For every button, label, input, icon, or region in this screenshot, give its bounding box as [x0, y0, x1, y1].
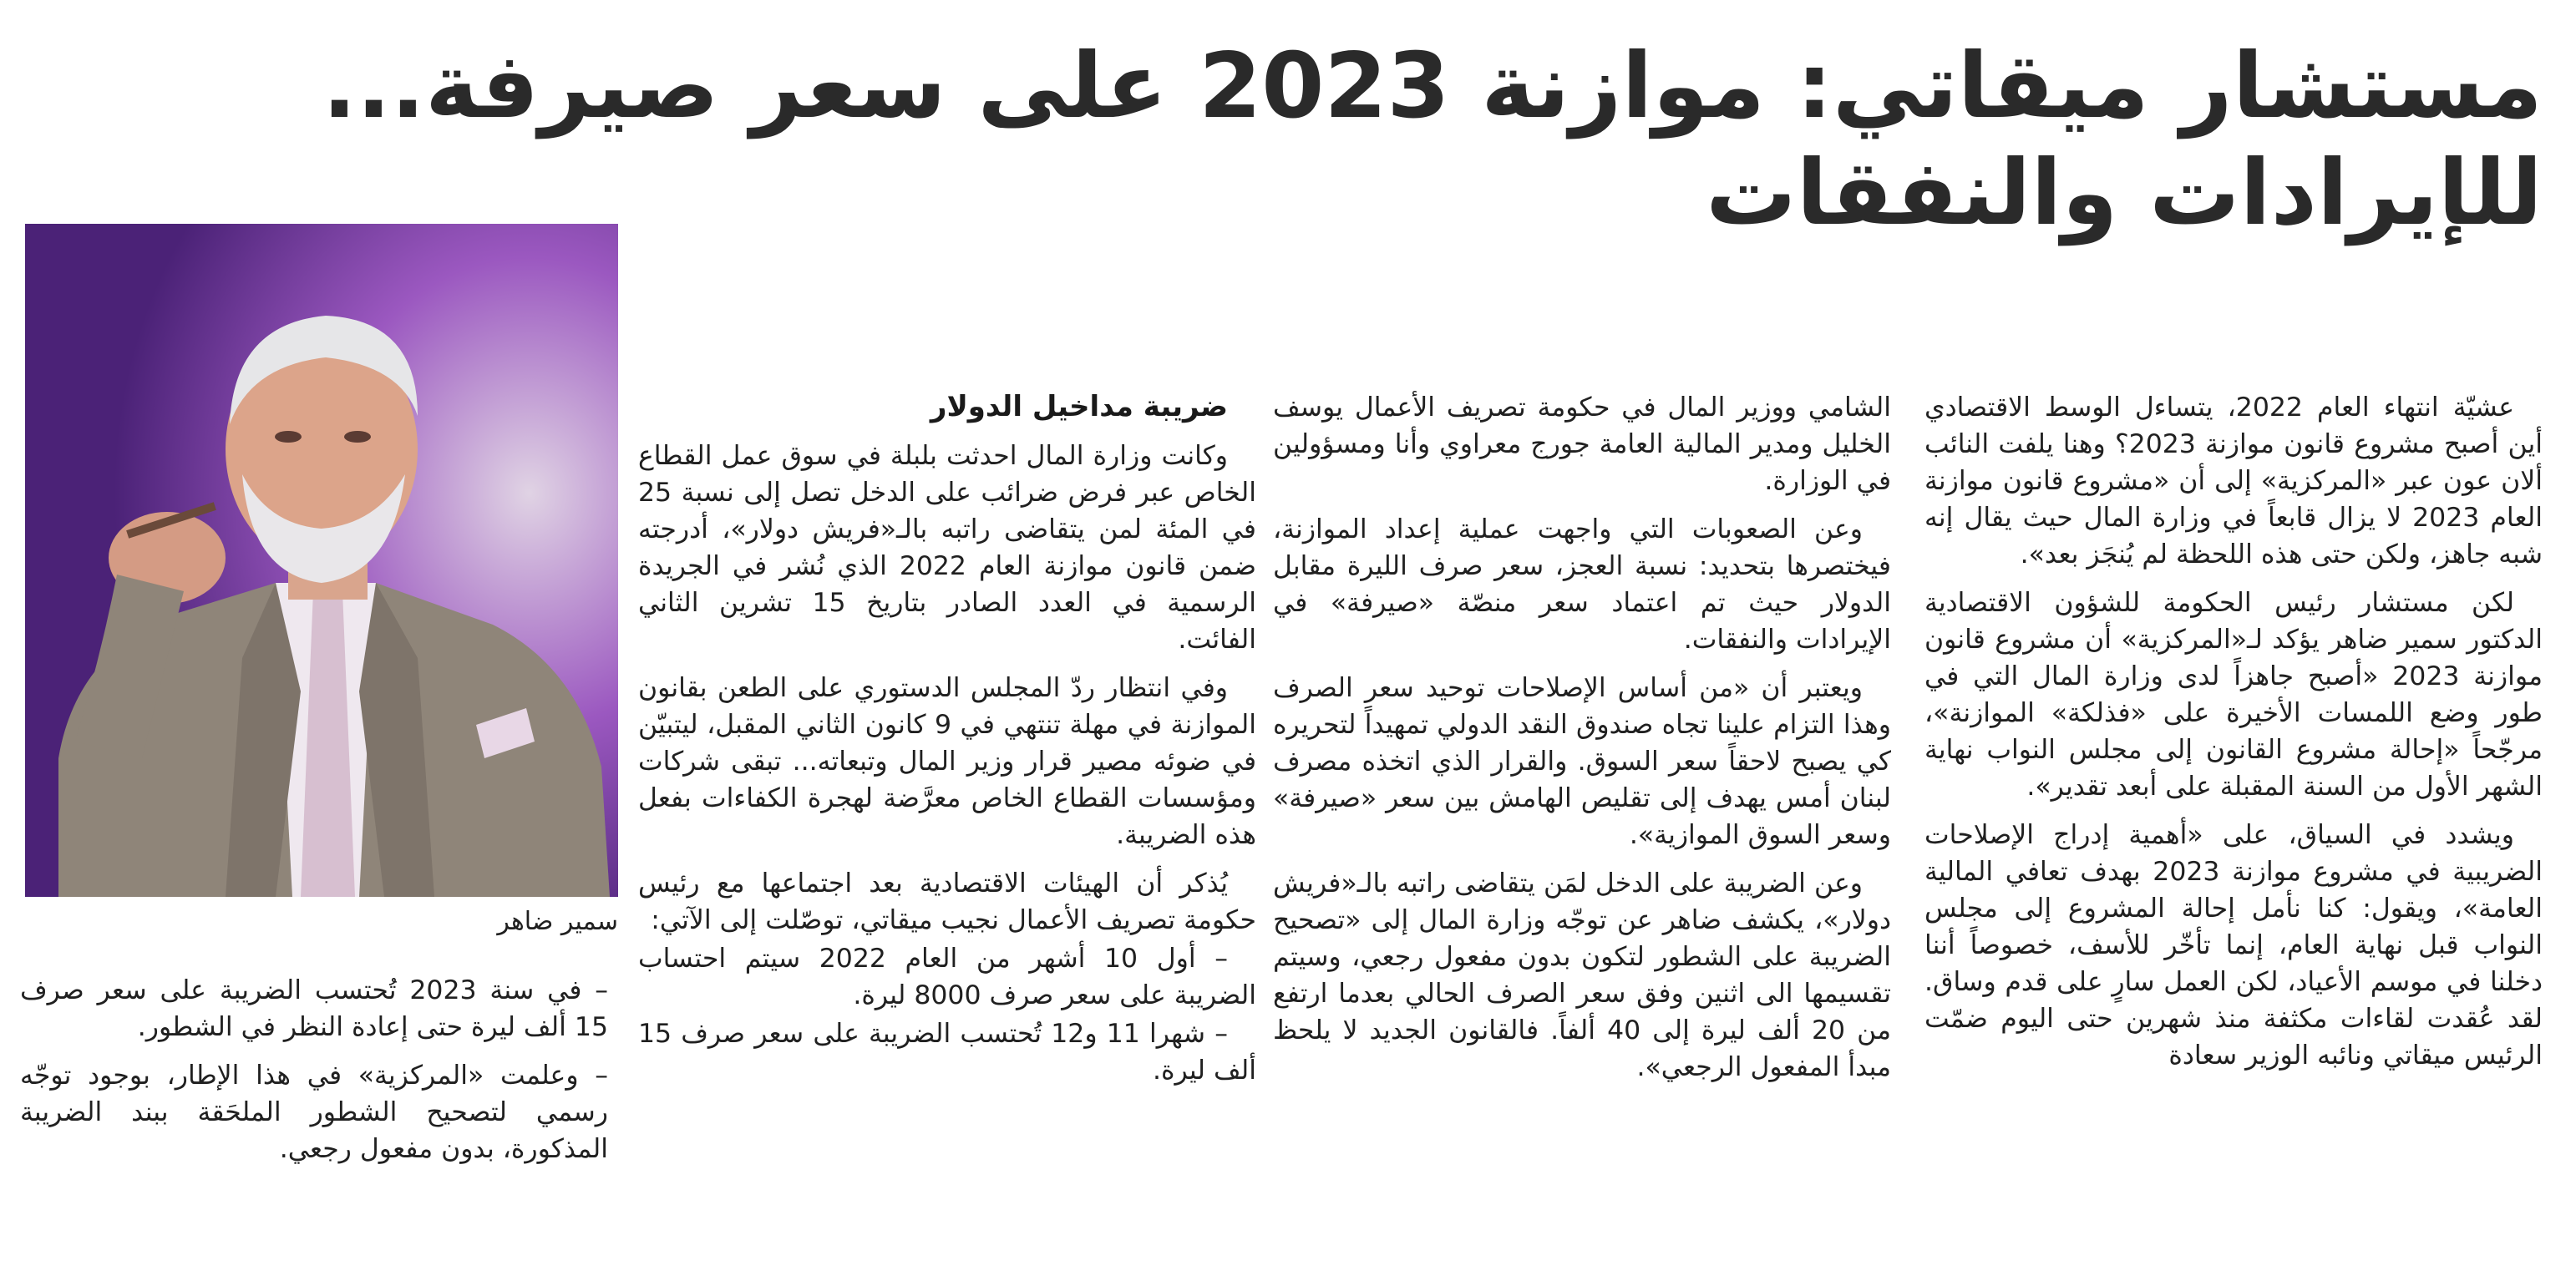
list-item: – في سنة 2023 تُحتسب الضريبة على سعر صرف 15 ألف ليرة حتى إعادة النظر في الشطور.: [20, 975, 609, 1042]
paragraph: يُذكر أن الهيئات الاقتصادية بعد اجتماعها مع رئيس حكومة تصريف الأعمال نجيب ميقاتي، توصّلت إلى الآتي:: [638, 868, 1256, 935]
paragraph: لكن مستشار رئيس الحكومة للشؤون الاقتصادية الدكتور سمير ضاهر يؤكد لـ«المركزية» أن مشروع قانون موازنة 2023 «أصبح جاهزاً لدى وزارة المال التي في طور وضع اللمسات الأخيرة على «فذلكة» الموازنة»، مرجّحاً «إحالة مشروع القانون إلى مجلس النواب نهاية الشهر الأول من السنة المقبلة على أبعد تقدير».: [1924, 588, 2543, 802]
portrait-illustration: [25, 224, 618, 897]
article-column-4: [20, 972, 608, 1179]
article-column-3: [638, 387, 1256, 1091]
paragraph: وعن الضريبة على الدخل لمَن يتقاضى راتبه بالـ«فريش دولار»، يكشف ضاهر عن توجّه وزارة المال إلى «تصحيح الضريبة على الشطور لتكون بدون مفعول رجعي، وسيتم تقسيمها الى اثنين وفق سعر الصرف الحالي بعدما ارتفع من 20 ألف ليرة إلى 40 ألفاً. فالقانون الجديد لا يلحظ مبدأ المفعول الرجعي».: [1273, 868, 1891, 1082]
article-headline: [217, 33, 2543, 247]
portrait-photo: [25, 224, 618, 897]
photo-caption: سمير ضاهر: [497, 907, 618, 936]
article-column-1: [1924, 389, 2543, 1086]
section-subheading: ضريبة مداخيل الدولار: [930, 390, 1228, 423]
paragraph: وفي انتظار ردّ المجلس الدستوري على الطعن بقانون الموازنة في مهلة تنتهي في 9 كانون الثاني المقبل، ليتبيّن في ضوئه مصير قرار وزير المال وتبعاته... تبقى شركات ومؤسسات القطاع الخاص معرَّضة لهجرة الكفاءات بفعل هذه الضريبة.: [638, 673, 1257, 850]
paragraph: الشامي ووزير المال في حكومة تصريف الأعمال يوسف الخليل ومدير المالية العامة جورج معراوي وأنا ومسؤولين في الوزارة.: [1273, 392, 1891, 496]
list-item: – شهرا 11 و12 تُحتسب الضريبة على سعر صرف 15 ألف ليرة.: [638, 1019, 1256, 1086]
article-column-2: [1273, 389, 1891, 1097]
paragraph: ويشدد في السياق، على «أهمية إدراج الإصلاحات الضريبية في مشروع موازنة 2023 بهدف تعافي المالية العامة»، ويقول: كنا نأمل إحالة المشروع إلى مجلس النواب قبل نهاية العام، إنما تأخّر للأسف، خصوصاً أننا دخلنا في موسم الأعياد، لكن العمل سارٍ على قدم وساق. لقد عُقدت لقاءات مكثفة منذ شهرين حتى اليوم ضمّت الرئيس ميقاتي ونائبه الوزير سعادة: [1924, 820, 2543, 1071]
paragraph: عشيّة انتهاء العام 2022، يتساءل الوسط الاقتصادي أين أصبح مشروع قانون موازنة 2023؟ وهنا يلفت النائب ألان عون عبر «المركزية» إلى أن «مشروع قانون موازنة العام 2023 لا يزال قابعاً في وزارة المال حيث يقال إنه شبه جاهز، ولكن حتى هذه اللحظة لم يُنجَز بعد».: [1924, 392, 2543, 570]
paragraph: وكانت وزارة المال احدثت بلبلة في سوق عمل القطاع الخاص عبر فرض ضرائب على الدخل تصل إلى نسبة 25 في المئة لمن يتقاضى راتبه بالـ«فريش دولار»، أدرجته ضمن قانون موازنة العام 2022 الذي نُشر في الجريدة الرسمية في العدد الصادر بتاريخ 15 تشرين الثاني الفائت.: [638, 441, 1256, 655]
paragraph: وعن الصعوبات التي واجهت عملية إعداد الموازنة، فيختصرها بتحديد: نسبة العجز، سعر صرف الليرة مقابل الدولار حيث تم اعتماد سعر منصّة «صيرفة» في الإيرادات والنفقات.: [1273, 514, 1891, 655]
paragraph: ويعتبر أن «من أساس الإصلاحات توحيد سعر الصرف وهذا التزام علينا تجاه صندوق النقد الدولي تمهيداً لتحريره كي يصبح لاحقاً سعر السوق. والقرار الذي اتخذه مصرف لبنان أمس يهدف إلى تقليص الهامش بين سعر «صيرفة» وسعر السوق الموازية».: [1273, 673, 1891, 850]
list-item: – وعلمت «المركزية» في هذا الإطار، بوجود توجّه رسمي لتصحيح الشطور الملحَقة ببند الضريبة المذكورة، بدون مفعول رجعي.: [20, 1061, 608, 1164]
headline-line-1: مستشار ميقاتي: موازنة 2023 على سعر صيرفة...: [322, 34, 2543, 139]
headline-line-2: للإيرادات والنفقات: [1706, 141, 2543, 246]
list-item: – أول 10 أشهر من العام 2022 سيتم احتساب الضريبة على سعر صرف 8000 ليرة.: [638, 944, 1256, 1010]
